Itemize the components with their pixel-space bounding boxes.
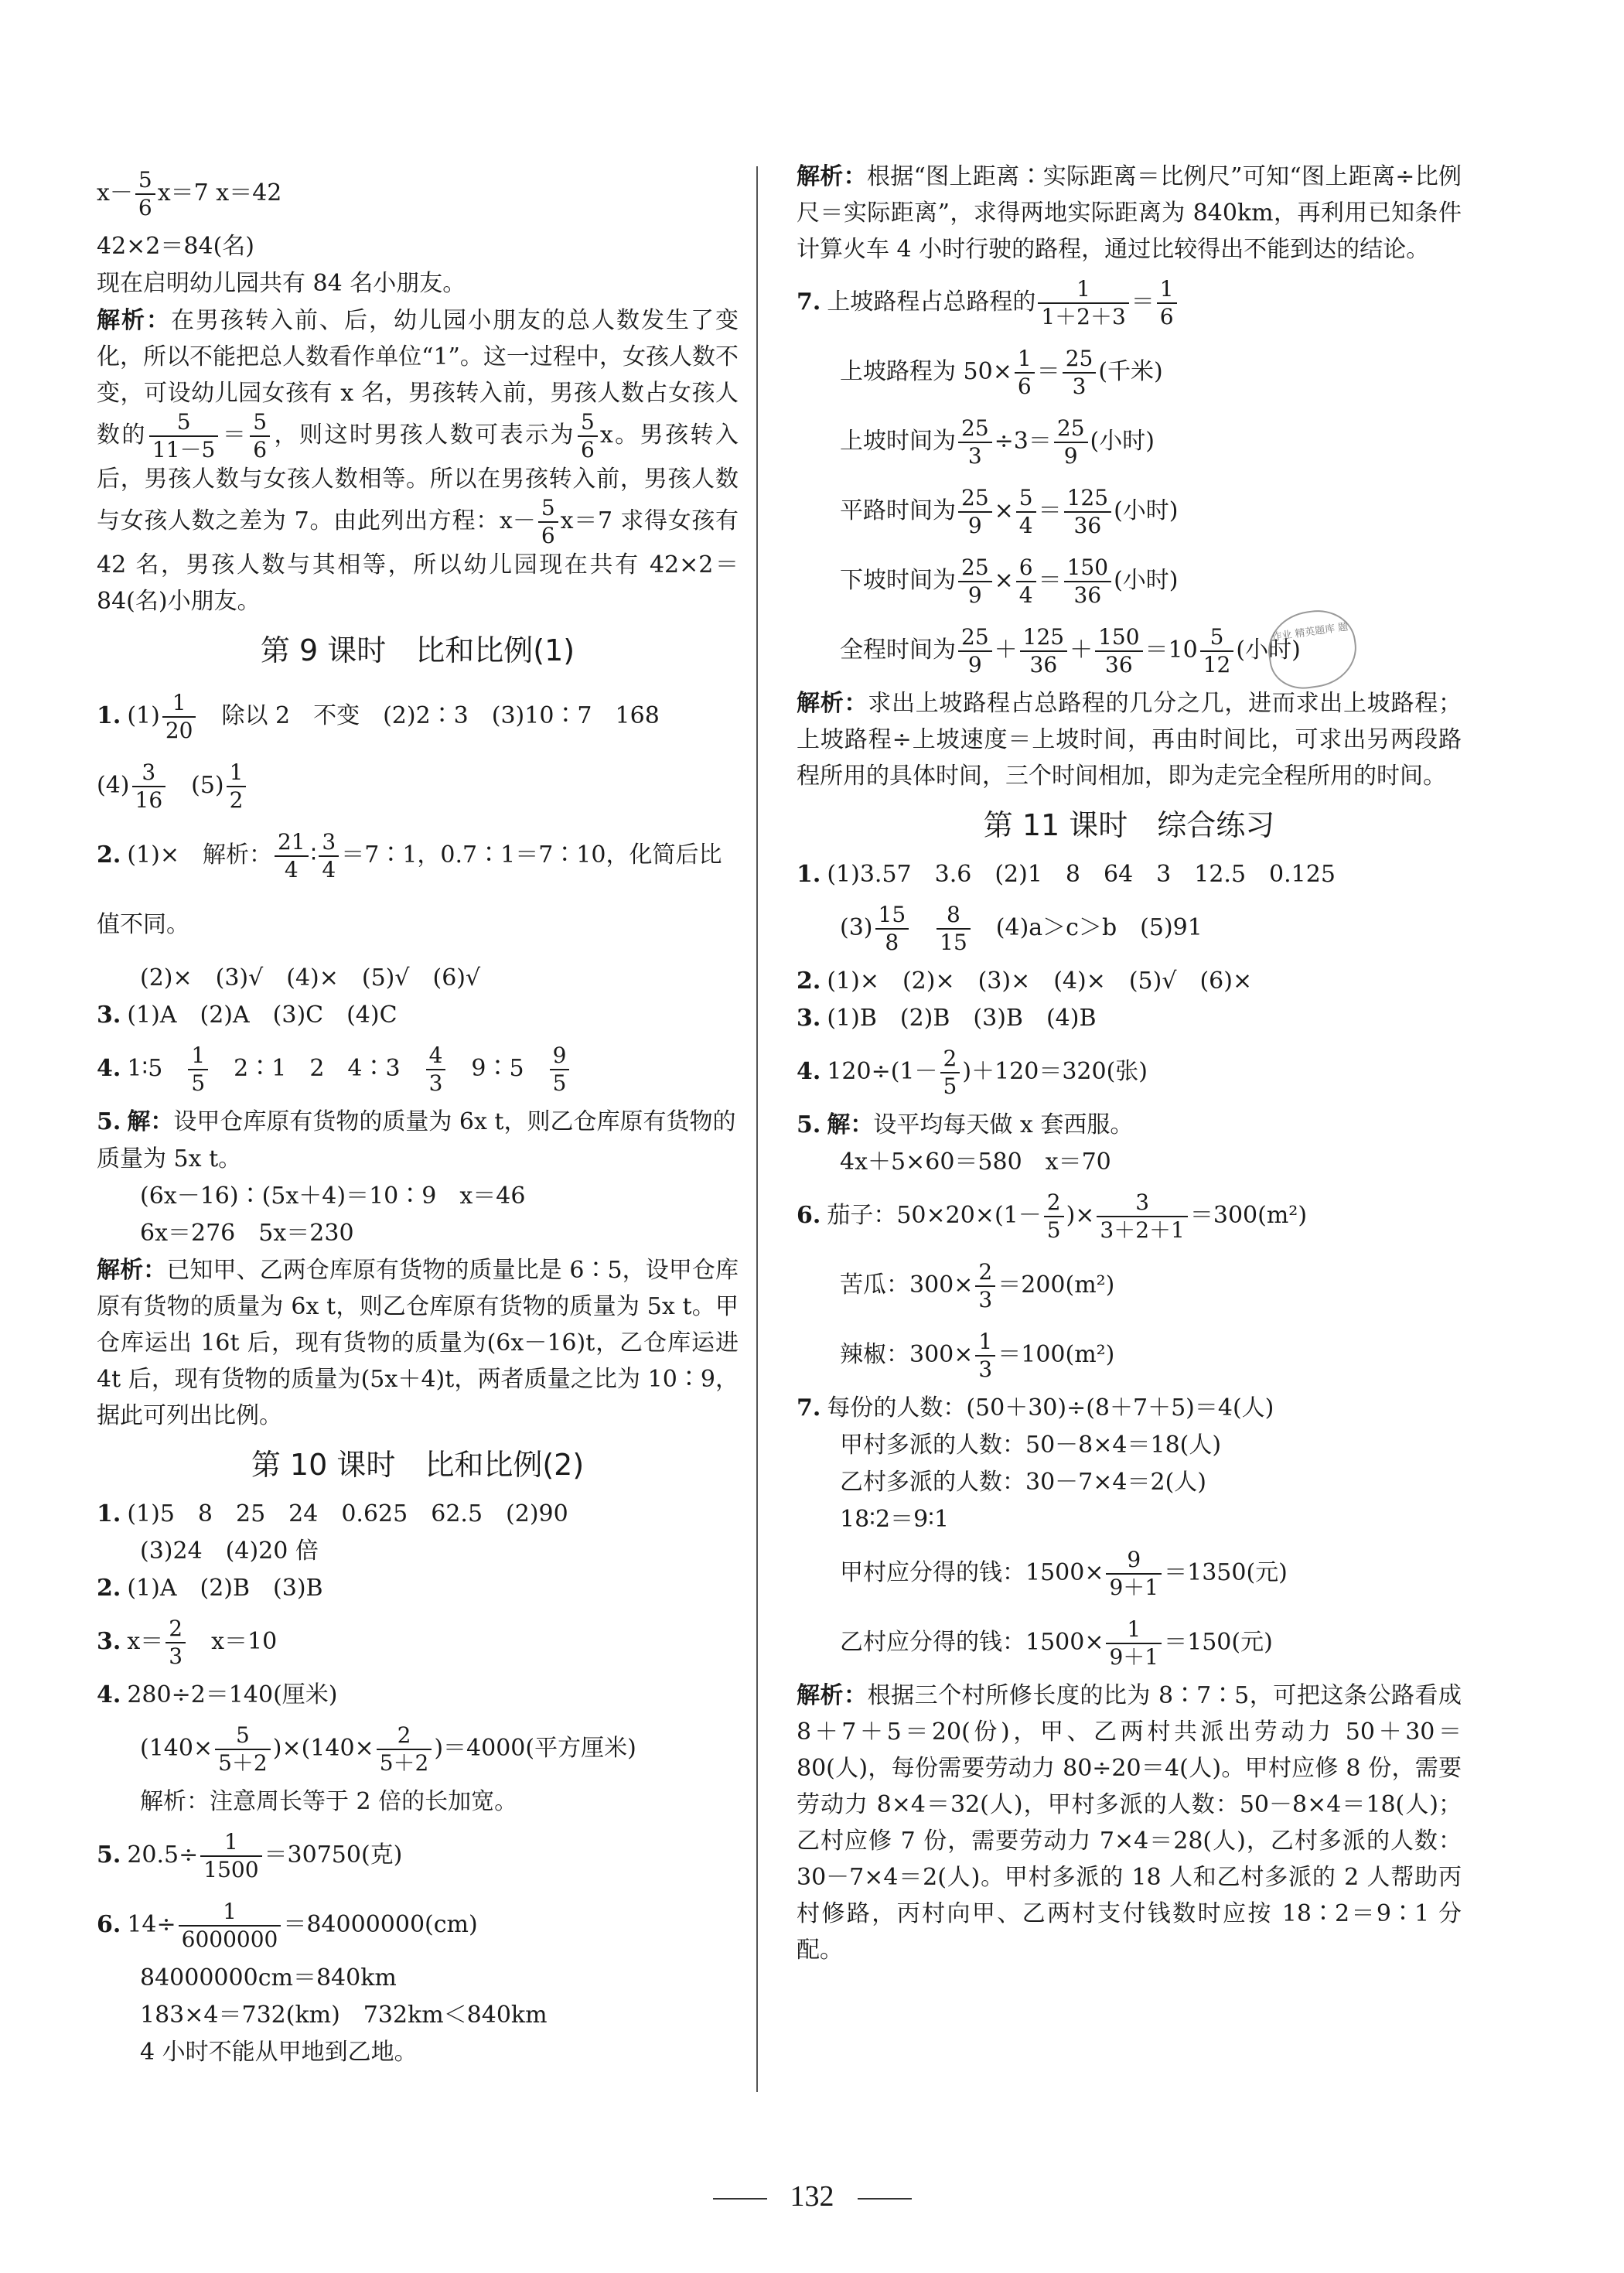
fraction: $\frac{5}{12}$: [1200, 626, 1234, 676]
answer-line: 84000000cm＝840km: [140, 1964, 397, 1991]
answer-line: (3)24 (4)20 倍: [140, 1538, 319, 1565]
fraction: $\frac{25}{9}$: [958, 626, 992, 676]
answer-line: 4 小时不能从甲地到乙地。: [140, 2039, 418, 2066]
page-number-dash: [858, 2198, 912, 2200]
answer-line: (4) $\frac{3}{16}$ (5) $\frac{1}{2}$: [97, 751, 739, 821]
fraction: $\frac{2}{5}$: [940, 1048, 960, 1097]
fraction: $\frac{5}{6}$: [538, 497, 558, 547]
fraction: $\frac{5}{6}$: [250, 411, 270, 461]
fraction: $\frac{1}{5}$: [188, 1045, 208, 1094]
fraction: $\frac{25}{3}$: [1063, 348, 1097, 398]
analysis-paragraph: 解析：根据“图上距离∶实际距离＝比例尺”可知“图上距离÷比例尺＝实际距离”，求得两地实际距离为 840km，再利用已知条件计算火车 4 小时行驶的路程，通过比较得出不能到达的结论。: [797, 163, 1462, 263]
lesson-heading: 第 11 课时 综合练习: [983, 808, 1275, 842]
text-line: 42×2＝84(名): [97, 233, 254, 260]
answer-line: 18∶2＝9∶1: [840, 1506, 950, 1533]
answer-line: 1. (1)3.57 3.6 (2)1 8 64 3 12.5 0.125: [797, 861, 1336, 888]
fraction: $\frac{1}{9+1}$: [1106, 1619, 1162, 1668]
right-column: [797, 159, 1462, 1968]
fraction: $\frac{1}{2}$: [227, 762, 247, 811]
answer-line: 上坡路程为 50× $\frac{1}{6}$ ＝ $\frac{25}{3}$ (千米): [840, 346, 1163, 399]
fraction: $\frac{1}{20}$: [162, 692, 196, 742]
answer-line: 乙村应分得的钱：1500× $\frac{1}{9+1}$ ＝150(元): [840, 1616, 1273, 1670]
fraction: $\frac{5}{4}$: [1016, 487, 1036, 537]
answer-line: 2. (1)× (2)× (3)× (4)× (5)√ (6)×: [797, 968, 1253, 995]
answer-line: 7. 每份的人数：(50＋30)÷(8＋7＋5)＝4(人): [797, 1394, 1274, 1421]
answer-line: 4x＋5×60＝580 x＝70: [840, 1148, 1111, 1176]
fraction: $\frac{25}{9}$: [958, 557, 992, 606]
fraction: $\frac{6}{4}$: [1016, 557, 1036, 606]
fraction: $\frac{125}{36}$: [1064, 487, 1111, 537]
fraction: $\frac{25}{9}$: [958, 487, 992, 537]
left-column: [97, 159, 739, 2071]
fraction: $\frac{2}{5+2}$: [377, 1725, 432, 1774]
answer-line: 3. x＝ $\frac{2}{3}$ x＝10: [97, 1616, 278, 1669]
fraction: $\frac{2}{3}$: [975, 1261, 995, 1311]
answer-line: 4. 120÷(1－ $\frac{2}{5}$ )＋120＝320(张): [797, 1046, 1148, 1099]
lesson-heading: 第 10 课时 比和比例(2): [251, 1448, 585, 1482]
page-number-text: 132: [790, 2180, 834, 2213]
fraction: $\frac{5}{6}$: [578, 411, 598, 461]
fraction: $\frac{15}{8}$: [875, 904, 909, 954]
fraction: $\frac{150}{36}$: [1064, 557, 1111, 606]
answer-line: (6x－16)∶(5x＋4)＝10∶9 x＝46: [140, 1183, 526, 1210]
fraction: $\frac{2}{5}$: [1044, 1192, 1064, 1241]
fraction: $\frac{25}{9}$: [1054, 418, 1088, 467]
fraction: $\frac{2}{3}$: [165, 1618, 186, 1667]
answer-line: 5. 解：设平均每天做 x 套西服。: [797, 1111, 1134, 1138]
answer-line: 2. (1)A (2)B (3)B: [97, 1575, 323, 1602]
answer-line: 2. (1)× 解析： $\frac{21}{4}$ ∶ $\frac{3}{4}$ ＝7∶1，0.7∶1＝7∶10，化简后比值不同。: [97, 829, 722, 938]
answer-line: (140× $\frac{5}{5+2}$ )×(140× $\frac{2}{5+2}$ )＝4000(平方厘米): [140, 1722, 636, 1776]
analysis-paragraph: 解析：在男孩转入前、后，幼儿园小朋友的总人数发生了变化，所以不能把总人数看作单位“1”。这一过程中，女孩人数不变，可设幼儿园女孩有 x 名，男孩转入前，男孩人数占女孩人数的 $\frac{5}{11-5}$ ＝ $\frac{5}{6}$ ，则这时男孩人数可表示为 $\frac{5}{6}$ x。男孩转入后，男孩人数与女孩人数相等。所以在男孩转入前，男孩人数与女孩人数之差为 7。由此列出方程：x－ $\frac{5}{6}$ x＝7 求得女孩有 42 名，男孩人数与其相等，所以幼儿园现在共有 42×2＝84(名)小朋友。: [97, 307, 739, 615]
fraction: $\frac{21}{4}$: [275, 831, 309, 881]
fraction: $\frac{25}{3}$: [958, 418, 992, 467]
answer-line: 甲村多派的人数：50－8×4＝18(人): [840, 1432, 1222, 1459]
answer-line: 辣椒：300× $\frac{1}{3}$ ＝100(m²): [840, 1329, 1115, 1382]
fraction: $\frac{5}{5+2}$: [215, 1725, 271, 1774]
analysis-paragraph: 解析：根据三个村所修长度的比为 8∶7∶5，可把这条公路看成 8＋7＋5＝20(份)，甲、乙两村共派出劳动力 50＋30＝80(人)，每份需要劳动力 80÷20＝4(人)。甲村应修 8 份，需要劳动力 8×4＝32(人)，甲村多派的人数：50－8×4＝18(人)；乙村应修 7 份，需要劳动力 7×4＝28(人)，乙村多派的人数：30－7×4＝2(人)。甲村多派的 18 人和乙村多派的 2 人帮助丙村修路，丙村向甲、乙两村支付钱数时应按 18∶2＝9∶1 分配。: [797, 1682, 1462, 1964]
answer-line: 3. (1)B (2)B (3)B (4)B: [797, 1005, 1097, 1032]
watermark-stamp: 作业 精英题库 题: [1264, 606, 1362, 694]
answer-line: 苦瓜：300× $\frac{2}{3}$ ＝200(m²): [840, 1259, 1115, 1312]
fraction: $\frac{5}{11-5}$: [149, 411, 218, 461]
fraction: $\frac{150}{36}$: [1095, 626, 1142, 676]
answer-line: (2)× (3)√ (4)× (5)√ (6)√: [140, 964, 481, 991]
lesson-heading: 第 9 课时 比和比例(1): [260, 633, 575, 667]
fraction: $\frac{3}{16}$: [132, 762, 166, 811]
fraction: $\frac{1}{6}$: [1015, 348, 1035, 398]
answer-line: 4. 1∶5 $\frac{1}{5}$ 2∶1 2 4∶3 $\frac{4}{3}$ 9∶5 $\frac{9}{5}$: [97, 1034, 739, 1104]
answer-line: 全程时间为 $\frac{25}{9}$ ＋ $\frac{125}{36}$ ＋ $\frac{150}{36}$ ＝10 $\frac{5}{12}$ (小时): [840, 624, 1301, 677]
fraction: $\frac{5}{6}$: [135, 169, 155, 219]
fraction: $\frac{8}{15}$: [937, 904, 971, 954]
answer-line: (3) $\frac{15}{8}$ $\frac{8}{15}$ (4)a＞c＞b (5)91: [840, 902, 1203, 955]
answer-line: 乙村多派的人数：30－7×4＝2(人): [840, 1469, 1206, 1496]
fraction: $\frac{1}{1500}$: [200, 1831, 261, 1881]
answer-line: 183×4＝732(km) 732km＜840km: [140, 2002, 548, 2029]
answer-line: 上坡时间为 $\frac{25}{3}$ ÷3＝ $\frac{25}{9}$ (小时): [840, 415, 1155, 469]
answer-line: 下坡时间为 $\frac{25}{9}$ × $\frac{6}{4}$ ＝ $\frac{150}{36}$ (小时): [840, 555, 1179, 608]
answer-line: 5. 20.5÷ $\frac{1}{1500}$ ＝30750(克): [97, 1829, 403, 1882]
fraction: $\frac{1}{6}$: [1157, 278, 1177, 328]
answer-line: 4. 280÷2＝140(厘米): [97, 1681, 338, 1708]
fraction: $\frac{1}{6000000}$: [179, 1901, 281, 1950]
text-line: 现在启明幼儿园共有 84 名小朋友。: [97, 270, 466, 297]
fraction: $\frac{3}{4}$: [319, 831, 339, 881]
fraction: $\frac{3}{3+2+1}$: [1097, 1192, 1187, 1241]
answer-line: 6x＝276 5x＝230: [140, 1220, 354, 1247]
answer-line: 7. 上坡路程占总路程的 $\frac{1}{1+2+3}$ ＝ $\frac{1}{6}$: [797, 268, 1462, 337]
answer-line: 1. (1) $\frac{1}{20}$ 除以 2 不变 (2)2∶3 (3)10∶7 168: [97, 690, 660, 743]
answer-line: 5. 解：设甲仓库原有货物的质量为 6x t，则乙仓库原有货物的质量为 5x t。: [97, 1108, 736, 1172]
column-divider: [756, 166, 758, 2092]
fraction: $\frac{125}{36}$: [1020, 626, 1067, 676]
answer-line: 6. 茄子：50×20×(1－ $\frac{2}{5}$ )× $\frac{3}{3+2+1}$ ＝300(m²): [797, 1189, 1308, 1243]
fraction: $\frac{9}{5}$: [550, 1045, 570, 1094]
answer-line: 平路时间为 $\frac{25}{9}$ × $\frac{5}{4}$ ＝ $\frac{125}{36}$ (小时): [840, 485, 1179, 538]
answer-line: 解析：注意周长等于 2 倍的长加宽。: [140, 1788, 518, 1815]
analysis-paragraph: 解析：已知甲、乙两仓库原有货物的质量比是 6∶5，设甲仓库原有货物的质量为 6x t，则乙仓库原有货物的质量为 5x t。甲仓库运出 16t 后，现有货物的质量为(6x－16)t，乙仓库运进 4t 后，现有货物的质量为(5x＋4)t，两者质量之比为 10∶9，据此可列出比例。: [97, 1257, 739, 1429]
answer-line: 3. (1)A (2)A (3)C (4)C: [97, 1002, 397, 1029]
answer-line: 甲村应分得的钱：1500× $\frac{9}{9+1}$ ＝1350(元): [840, 1547, 1288, 1600]
equation-line: x－ $\frac{5}{6}$ x＝7 x＝42: [97, 167, 282, 220]
fraction: $\frac{1}{1+2+3}$: [1038, 278, 1128, 328]
fraction: $\frac{9}{9+1}$: [1106, 1549, 1162, 1599]
analysis-paragraph: 解析：求出上坡路程占总路程的几分之几，进而求出上坡路程；上坡路程÷上坡速度＝上坡时间，再由时间比，可求出另两段路程所用的具体时间，三个时间相加，即为走完全程所用的时间。: [797, 690, 1462, 790]
answer-line: 6. 14÷ $\frac{1}{6000000}$ ＝84000000(cm): [97, 1899, 478, 1952]
fraction: $\frac{4}{3}$: [426, 1045, 446, 1094]
fraction: $\frac{1}{3}$: [975, 1331, 995, 1381]
page-number-dash: [713, 2198, 767, 2200]
page-number: [0, 2179, 1624, 2213]
answer-line: 1. (1)5 8 25 24 0.625 62.5 (2)90: [97, 1500, 568, 1527]
